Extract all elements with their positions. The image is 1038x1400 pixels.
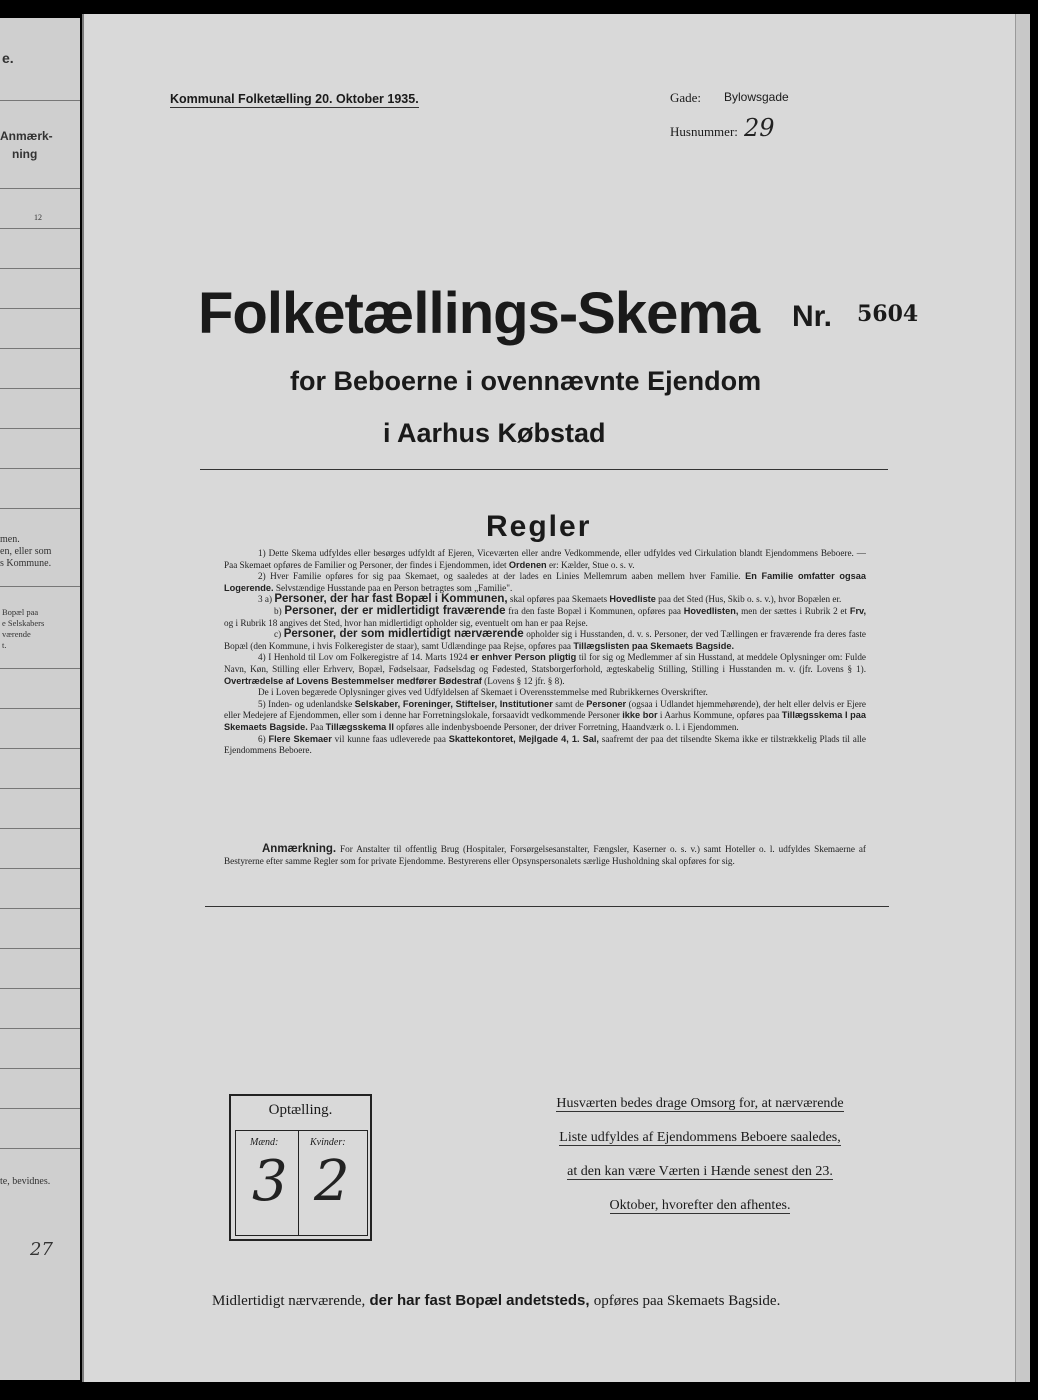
rule-4: 4) I Henhold til Lov om Folkeregistre af 14. Marts 1924 er enhver Person pligtig til for sig og Medlemmer af sin Husstand, at meddele Oplysninger om: Fulde Navn, Køn, Stilling eller Erhverv, Bopæl, Fødselsaar, Fødselsdag og Fødested, Statsborgerforhold, ægteskabelig Stilling, Stilling i Husstanden m. v. (jfr. Lovens § 1). Overtrædelse af Lovens Bestemmelser medfører Bødestraf (Lovens § 12 jfr. § 8). <box>224 652 866 686</box>
left-fragment-3: te, bevidnes. <box>0 1176 51 1187</box>
rule-3b: b) Personer, der er midlertidigt fraværende fra den faste Bopæl i Kommunen, opføres paa Hovedlisten, men der sættes i Rubrik 2 et Frv, og i Rubrik 18 angives det Sted, hvor han midlertidigt opholder sig, eventuelt om han er paa Rejse. <box>224 604 866 628</box>
rule-1: 1) Dette Skema udfyldes eller besørges udfyldt af Ejeren, Viceværten eller andre Vedkommende, eller udfyldes ved Cirkulation blandt Ejendommens Beboere. — Paa Skemaet opføres de Familier og Personer, der findes i Ejendommen, idet Ordenen er: Kælder, Stue o. s. v. <box>224 548 866 570</box>
form-number-value: 5604 <box>857 301 919 327</box>
left-fragment-2a: Bopæl paa <box>2 607 39 617</box>
remark-divider <box>205 906 889 907</box>
footer-bold: der har fast Bopæl andetsteds, <box>369 1292 590 1309</box>
street-value: Bylowsgade <box>724 90 789 104</box>
form-title: Folketællings-Skema <box>198 281 760 346</box>
left-rule <box>0 188 80 189</box>
left-rule <box>0 586 80 587</box>
rules-heading: Regler <box>486 510 592 543</box>
left-rule <box>0 668 80 669</box>
form-subtitle-2: i Aarhus Købstad <box>383 418 606 448</box>
left-rule <box>0 228 80 229</box>
remark-block <box>224 844 866 867</box>
count-inner-box <box>235 1130 368 1236</box>
rule-2: 2) Hver Familie opføres for sig paa Skemaet, og saaledes at der lades en Linies Mellemrum aaben mellem hver Familie. En Familie omfatter ogsaa Logerende. Selvstændige Husstande paa en Person betragtes som „Familie". <box>224 571 866 593</box>
house-number-label: Husnummer: <box>670 124 738 139</box>
census-header-line: Kommunal Folketælling 20. Oktober 1935. <box>170 92 419 106</box>
remark-text: For Anstalter til offentlig Brug (Hospitaler, Forsørgelsesanstalter, Fængsler, Kaserner o. s. v.) samt Hoteller o. l. udfyldes Skemaerne af Bestyrerne efter samme Regler som for private Ejendomme. Bestyrerens eller Opsynspersonalets særlige Husholdning skal opføres for sig. <box>224 844 866 866</box>
left-rule <box>0 1028 80 1029</box>
left-rule <box>0 748 80 749</box>
left-rule <box>0 948 80 949</box>
left-rule <box>0 988 80 989</box>
left-col-header-2: ning <box>12 147 38 161</box>
rule-3a: 3 a) Personer, der har fast Bopæl i Kommunen, skal opføres paa Skemaets Hovedliste paa det Sted (Hus, Skib o. s. v.), hvor Bopælen er. <box>258 593 842 606</box>
left-rule <box>0 308 80 309</box>
left-rule <box>0 1108 80 1109</box>
footer-pre: Midlertidigt nærværende, <box>212 1293 366 1309</box>
left-rule <box>0 788 80 789</box>
women-label: Kvinder: <box>310 1137 346 1148</box>
left-rule <box>0 828 80 829</box>
left-rule <box>0 868 80 869</box>
remark-label: Anmærkning. <box>262 843 337 855</box>
men-label: Mænd: <box>250 1137 279 1148</box>
left-col-header-1: Anmærk- <box>0 129 53 143</box>
rule-5: 5) Inden- og udenlandske Selskaber, Foreninger, Stiftelser, Institutioner samt de Personer (ogsaa i Udlandet hjemmehørende), der helt eller delvis er Ejere eller Medejere af Ejendommen, eller som i denne har Forretningslokale, forsaavidt vedkommende Personer ikke bor i Aarhus Kommune, opføres paa Tillægsskema I paa Skemaets Bagside. Paa Tillægsskema II opføres alle indenbysboende Personer, der driver Forretning, Haandværk o. l. i Ejendommen. <box>224 698 867 732</box>
landlord-notice <box>535 1096 865 1232</box>
form-number-label: Nr. <box>792 300 833 333</box>
count-box <box>229 1094 372 1241</box>
left-fragment-2c: værende <box>2 629 31 639</box>
left-fragment-2d: t. <box>2 640 7 650</box>
rules-body <box>224 548 866 757</box>
left-rule <box>0 388 80 389</box>
notice-line-4: Oktober, hvorefter den afhentes. <box>609 1198 791 1213</box>
left-top-letter: e. <box>2 50 14 66</box>
house-number-value: 29 <box>744 114 775 142</box>
left-rule <box>0 348 80 349</box>
left-page-fragment <box>0 18 80 1380</box>
rule-4b: De i Loven begærede Oplysninger gives ved Udfyldelsen af Skemaet i Overensstemmelse med Rubrikkernes Overskrifter. <box>258 687 708 698</box>
rule-6: 6) Flere Skemaer vil kunne faas udleverede paa Skattekontoret, Mejlgade 4, 1. Sal, saafremt der paa det tilsendte Skema ikke er tilstrækkelig Plads til alle Ejendommens Beboere. <box>224 733 867 756</box>
left-rule <box>0 1148 80 1149</box>
left-mark-12: 12 <box>34 213 42 222</box>
women-count: 2 <box>314 1149 350 1214</box>
left-rule <box>0 100 80 101</box>
left-rule <box>0 468 80 469</box>
notice-line-1: Husværten bedes drage Omsorg for, at nærværende <box>556 1096 844 1111</box>
footer-line <box>212 1292 780 1310</box>
left-rule <box>0 908 80 909</box>
count-divider <box>298 1131 299 1235</box>
left-rule <box>0 708 80 709</box>
footer-post: opføres paa Skemaets Bagside. <box>593 1293 781 1309</box>
form-subtitle-1: for Beboerne i ovennævnte Ejendom <box>290 366 762 396</box>
left-fragment-1a: men. <box>0 534 20 545</box>
notice-line-3: at den kan være Værten i Hænde senest den 23. <box>567 1164 833 1179</box>
rule-3c: c) Personer, der som midlertidigt nærværende opholder sig i Husstanden, d. v. s. Personer, der ved Tællingen er fraværende fra deres faste Bopæl (den Kommune, i hvis Folkeregister de staar), samt Udlændinge paa Rejse, opføres paa Tillægslisten paa Skemaets Bagside. <box>224 628 867 651</box>
men-count: 3 <box>252 1149 288 1214</box>
left-rule <box>0 508 80 509</box>
title-divider <box>200 469 888 470</box>
left-fragment-1b: en, eller som <box>0 546 52 557</box>
left-fragment-2b: e Selskabers <box>2 618 45 628</box>
count-title: Optælling. <box>268 1102 333 1118</box>
left-rule <box>0 1068 80 1069</box>
street-label: Gade: <box>670 90 702 105</box>
notice-line-2: Liste udfyldes af Ejendommens Beboere saaledes, <box>559 1130 841 1145</box>
left-handwritten-number: 27 <box>30 1239 53 1260</box>
left-fragment-1c: s Kommune. <box>0 558 52 569</box>
left-rule <box>0 268 80 269</box>
left-rule <box>0 428 80 429</box>
